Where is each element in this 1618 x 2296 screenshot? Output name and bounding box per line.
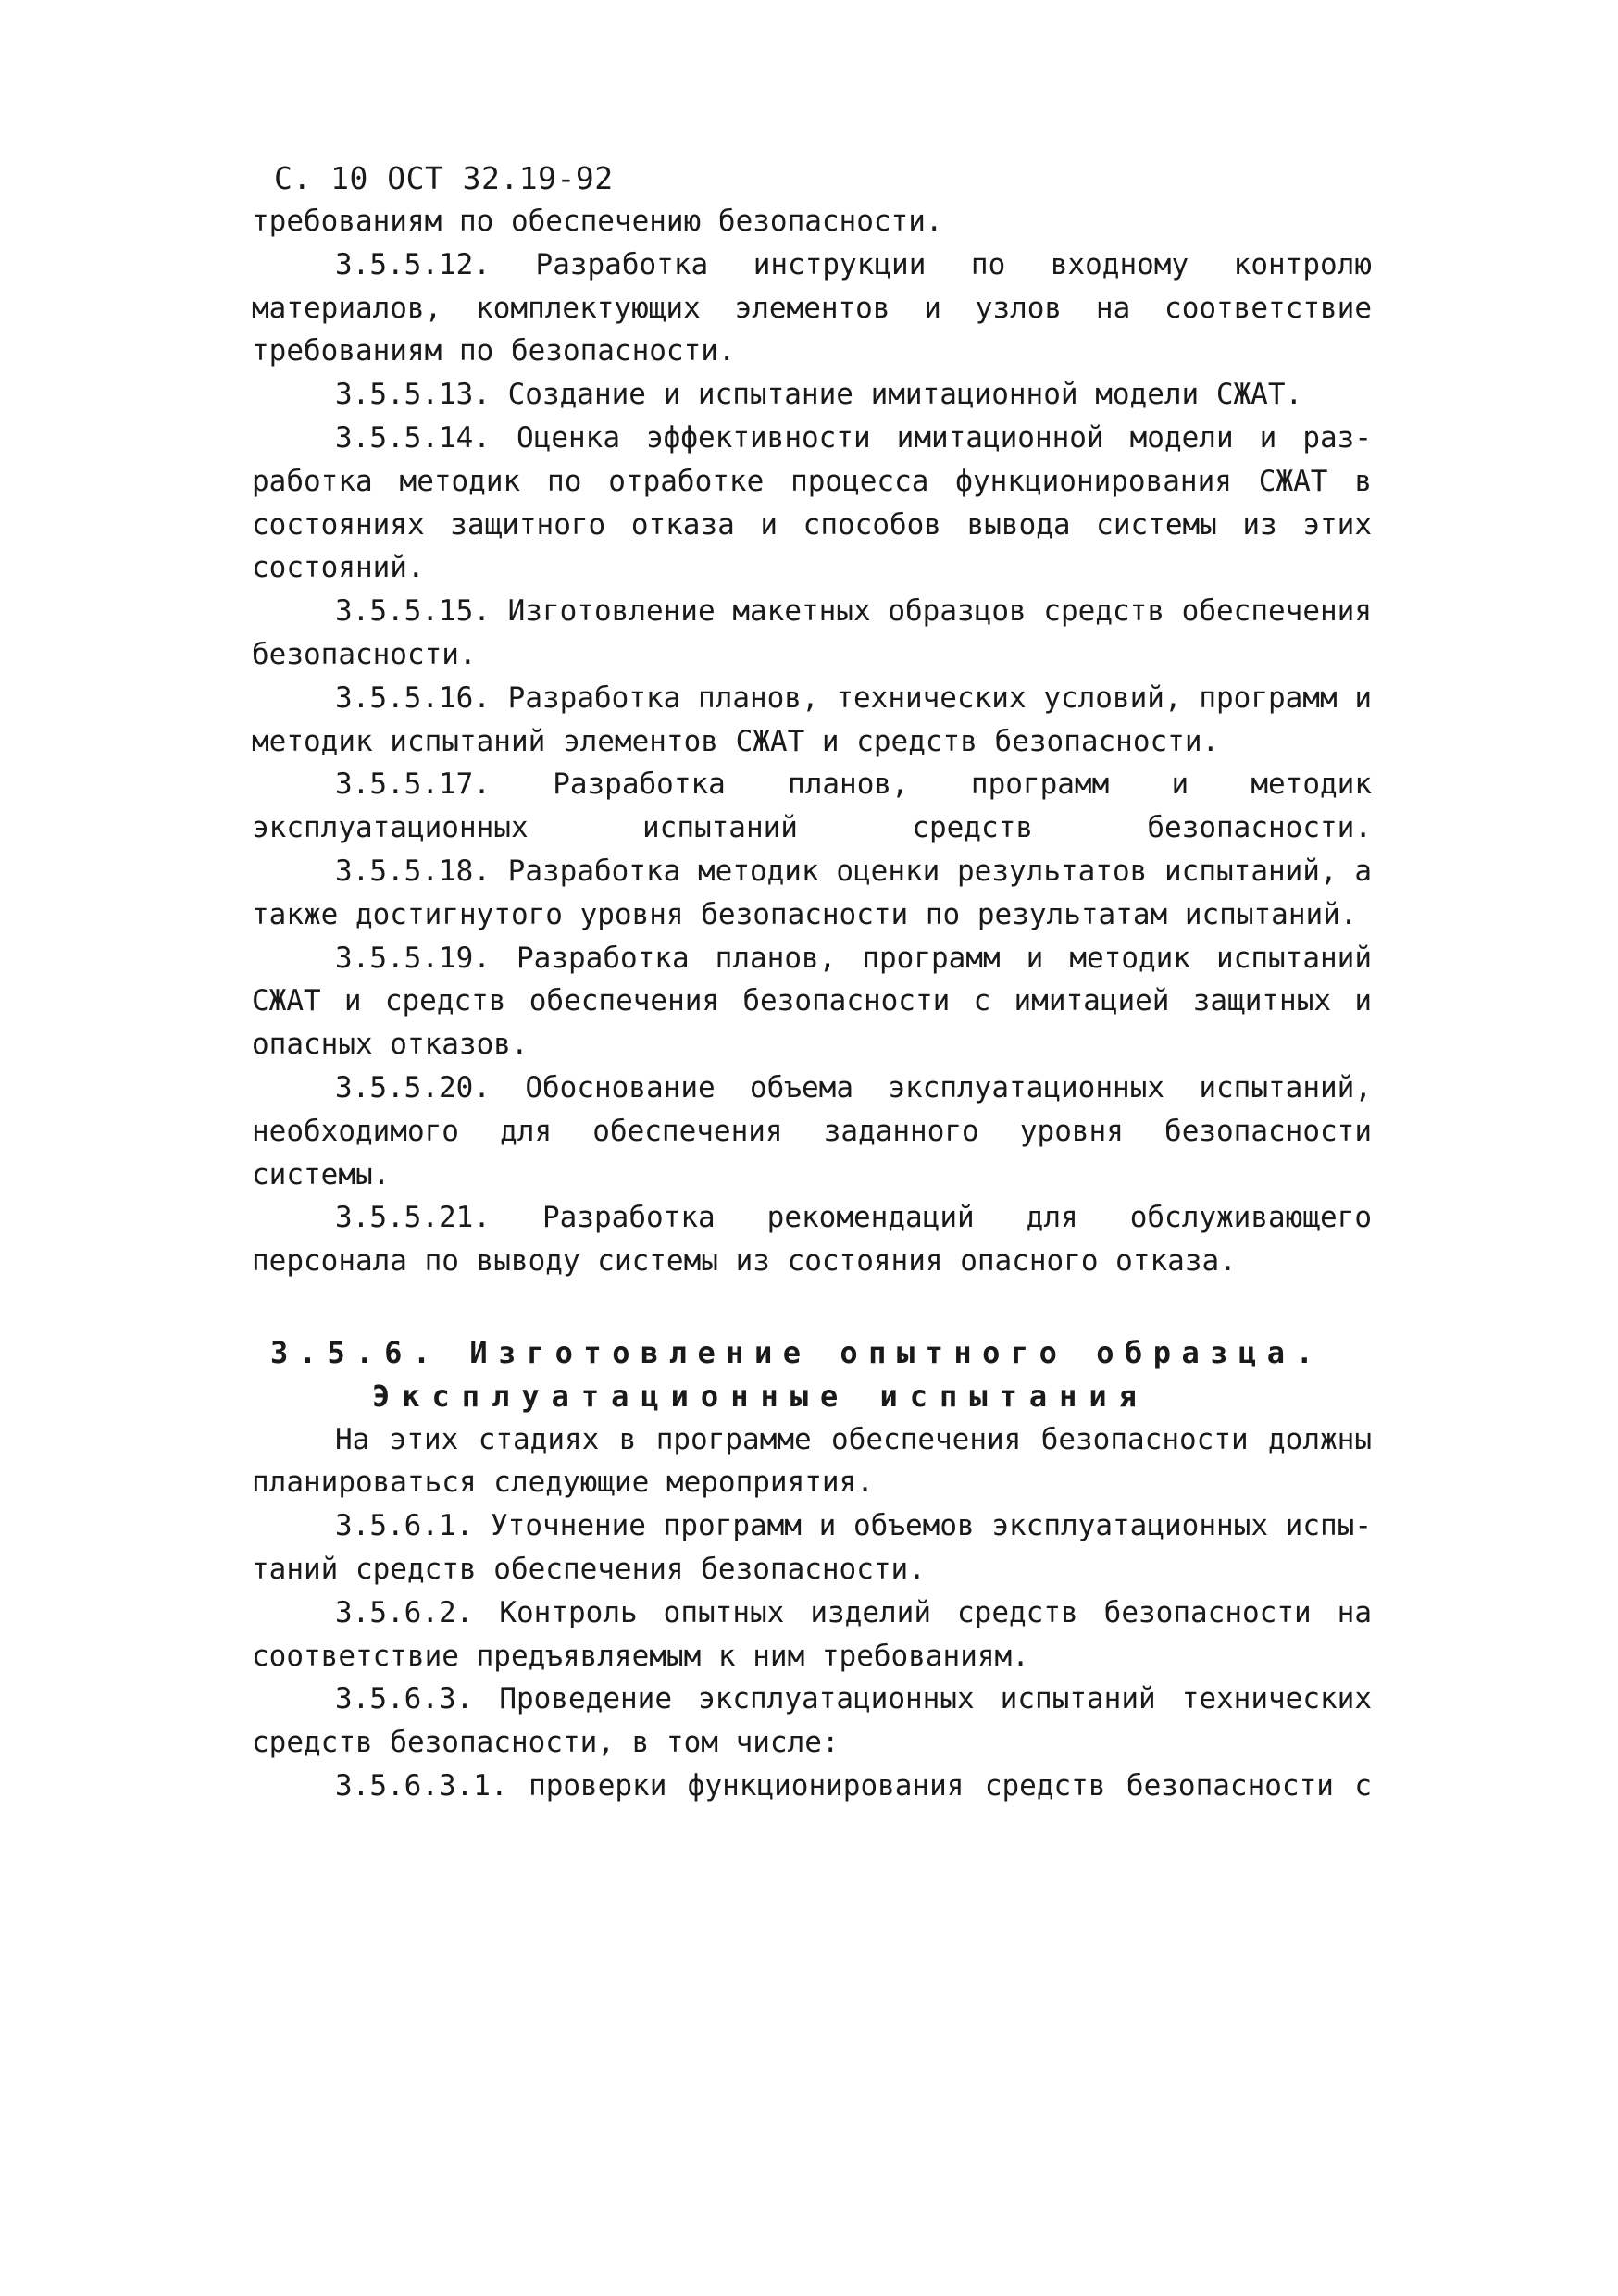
paragraph [252, 1765, 1372, 1808]
text-line: 3.5.5.19. Разработка планов, программ и методик испытаний [335, 941, 1372, 975]
text-line: таний средств обеспечения безопасности. [252, 1552, 926, 1586]
text-line: планироваться следующие мероприятия. [252, 1466, 874, 1500]
paragraph [252, 417, 1372, 590]
paragraph [252, 1678, 1372, 1765]
text-line: работка методик по отработке процесса функционирования СЖАТ в [252, 464, 1372, 498]
text-line: средств безопасности, в том числе: [252, 1726, 840, 1760]
text-line: 3.5.6.3.1. проверки функционирования средств безопасности с [335, 1768, 1372, 1803]
paragraph [252, 590, 1372, 677]
text-line: 3.5.5.12. Разработка инструкции по входному контролю [335, 247, 1372, 281]
body-text-part-2 [252, 1418, 1372, 1808]
text-line: 3.5.5.21. Разработка рекомендаций для обслуживающего [335, 1201, 1372, 1235]
paragraph [252, 677, 1372, 764]
paragraph [252, 937, 1372, 1067]
text-line: эксплуатационных испытаний средств безопасности. [252, 811, 1372, 845]
text-line: также достигнутого уровня безопасности по результатам испытаний. [252, 897, 1358, 931]
section-title-line-2: Эксплуатационные испытания [372, 1378, 1149, 1414]
paragraph [252, 763, 1372, 850]
text-line: соответствие предъявляемым к ним требованиям. [252, 1639, 1029, 1673]
paragraph [252, 850, 1372, 937]
paragraph [252, 1196, 1372, 1283]
paragraph [252, 1591, 1372, 1678]
section-title-line-1: 3.5.6. Изготовление опытного образца. [270, 1334, 1325, 1370]
body-text-part-1 [252, 200, 1372, 1283]
text-line: материалов, комплектующих элементов и узлов на соответствие [252, 291, 1372, 325]
text-line: безопасности. [252, 637, 477, 671]
text-line: 3.5.5.17. Разработка планов, программ и методик [335, 767, 1372, 802]
text-line: состояний. [252, 551, 425, 585]
paragraph [252, 373, 1372, 417]
paragraph [252, 1067, 1372, 1196]
paragraph [252, 200, 1372, 243]
page-header: С. 10 ОСТ 32.19-92 [274, 160, 614, 196]
text-line: 3.5.5.20. Обоснование объема эксплуатационных испытаний, [335, 1070, 1372, 1104]
text-line: 3.5.6.3. Проведение эксплуатационных испытаний технических [335, 1682, 1372, 1716]
text-line: требованиям по безопасности. [252, 334, 736, 368]
text-line: 3.5.6.1. Уточнение программ и объемов эксплуатационных испы- [335, 1509, 1372, 1543]
text-line: 3.5.5.13. Создание и испытание имитационной модели СЖАТ. [335, 378, 1303, 412]
text-line: 3.5.5.16. Разработка планов, технических условий, программ и [335, 680, 1372, 715]
text-line: 3.5.5.18. Разработка методик оценки результатов испытаний, а [335, 854, 1372, 888]
page-content [252, 157, 1372, 1808]
paragraph [252, 1418, 1372, 1505]
text-line: 3.5.5.14. Оценка эффективности имитационной модели и раз- [335, 420, 1372, 455]
text-line: методик испытаний элементов СЖАТ и средств безопасности. [252, 724, 1220, 758]
text-line: необходимого для обеспечения заданного уровня безопасности [252, 1114, 1372, 1148]
text-line: На этих стадиях в программе обеспечения безопасности должны [335, 1422, 1372, 1456]
text-line: состояниях защитного отказа и способов вывода системы из этих [252, 507, 1372, 542]
text-line: опасных отказов. [252, 1028, 529, 1062]
section-gap [252, 1283, 1372, 1331]
text-line: требованиям по обеспечению безопасности. [252, 205, 943, 238]
paragraph [252, 1504, 1372, 1591]
text-line: 3.5.5.15. Изготовление макетных образцов средств обеспечения [335, 594, 1372, 629]
text-line: 3.5.6.2. Контроль опытных изделий средств безопасности на [335, 1595, 1372, 1629]
text-line: СЖАТ и средств обеспечения безопасности с имитацией защитных и [252, 984, 1372, 1018]
paragraph [252, 243, 1372, 373]
text-line: персонала по выводу системы из состояния опасного отказа. [252, 1244, 1237, 1279]
text-line: системы. [252, 1157, 391, 1192]
